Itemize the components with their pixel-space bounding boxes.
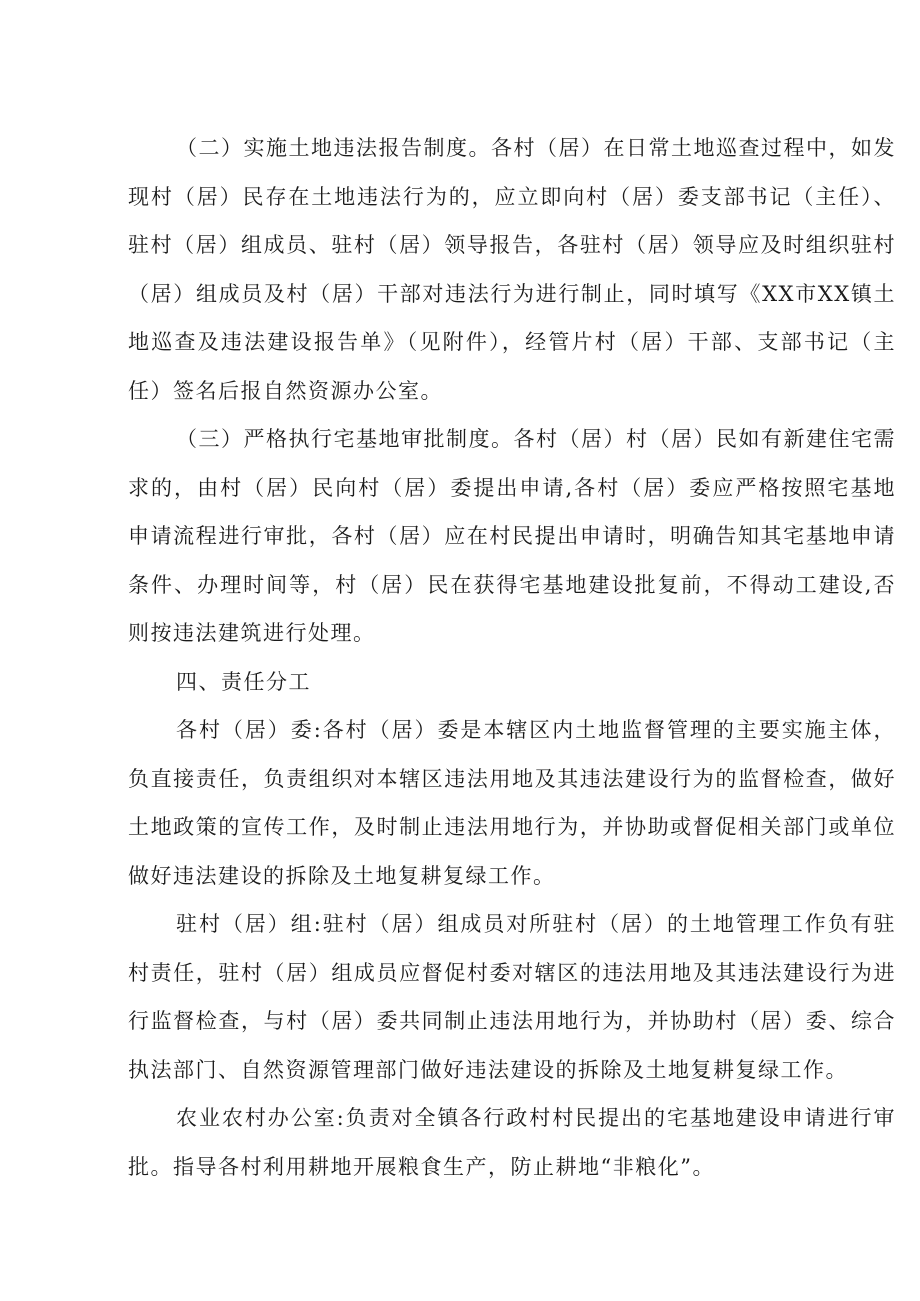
paragraph-land-violation-report: （二）实施土地违法报告制度。各村（居）在日常土地巡查过程中，如发现村（居）民存在土地违法行为的，应立即向村（居）委支部书记（主任）、驻村（居）组成员、驻村（居）领导报告，各驻村（居）领导应及时组织驻村（居）组成员及村（居）干部对违法行为进行制止，同时填写《XX市XX镇土地巡查及违法建设报告单》（见附件），经管片村（居）干部、支部书记（主任）签名后报自然资源办公室。 (128, 136, 896, 403)
paragraph-village-team: 驻村（居）组:驻村（居）组成员对所驻村（居）的土地管理工作负有驻村责任，驻村（居）组成员应督促村委对辖区的违法用地及其违法建设行为进行监督检查，与村（居）委共同制止违法用地行为，并协助村（居）委、综合执法部门、自然资源管理部门做好违法建设的拆除及土地复耕复绿工作。 (128, 912, 896, 1082)
section-heading-responsibility: 四、责任分工 (176, 669, 311, 694)
paragraph-homestead-approval: （三）严格执行宅基地审批制度。各村（居）村（居）民如有新建住宅需求的，由村（居）民向村（居）委提出申请,各村（居）委应严格按照宅基地申请流程进行审批，各村（居）应在村民提出申请时，明确告知其宅基地申请条件、办理时间等，村（居）民在获得宅基地建设批复前，不得动工建设,否则按违法建筑进行处理。 (128, 427, 896, 645)
paragraph-village-committee: 各村（居）委:各村（居）委是本辖区内土地监督管理的主要实施主体，负直接责任，负责组织对本辖区违法用地及其违法建设行为的监督检查，做好土地政策的宣传工作，及时制止违法用地行为，并协助或督促相关部门或单位做好违法建设的拆除及土地复耕复绿工作。 (128, 718, 896, 888)
document-body (128, 124, 896, 1191)
paragraph-agriculture-office: 农业农村办公室:负责对全镇各行政村村民提出的宅基地建设申请进行审批。指导各村利用耕地开展粮食生产，防止耕地“非粮化”。 (128, 1106, 896, 1179)
